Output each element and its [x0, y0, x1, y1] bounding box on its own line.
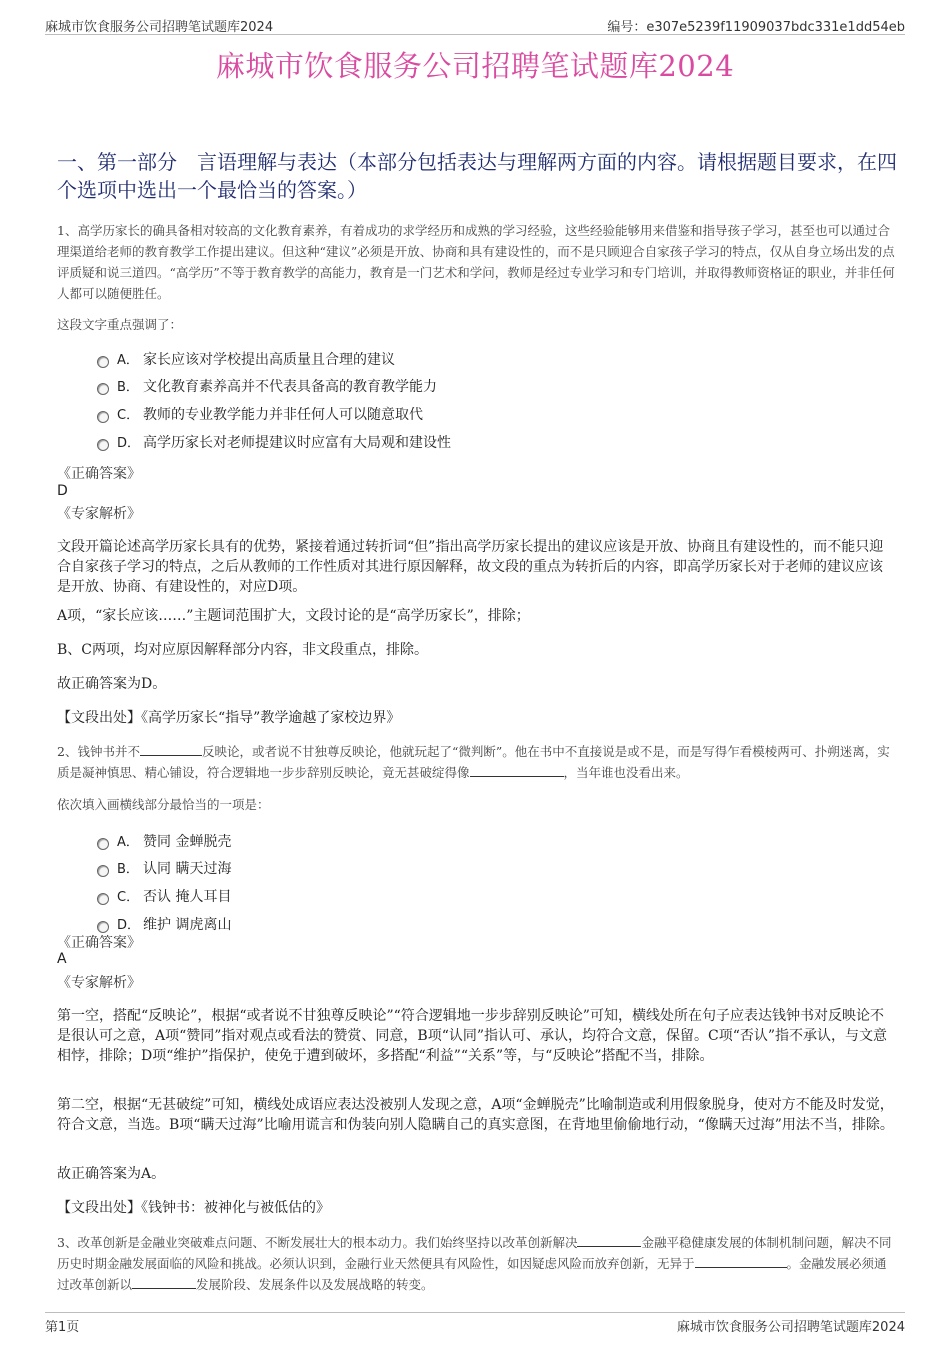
page-footer: [45, 1312, 905, 1333]
radio-icon[interactable]: [97, 865, 109, 877]
q1-analysis-para: A项，“家长应该……”主题词范围扩大，文段讨论的是“高学历家长”，排除；: [57, 608, 530, 624]
q2-answer: A: [57, 951, 67, 967]
q2-analysis-para: 故正确答案为A。: [57, 1166, 166, 1182]
q2-option-a[interactable]: A． 赞同 金蝉脱壳: [97, 832, 231, 852]
q2-analysis-para: 第一空，搭配“反映论”，根据“或者说不甘独尊反映论”“符合逻辑地一步步辞别反映论”可知，横线处所在句子应表达钱钟书对反映论不是很认可之意，A项“赞同”指对观点或看法的赞赏、同意，B项“认同”指认可、承认，均符合文意，保留。C项“否认”指不承认，与文意相悖，排除；D项“维护”指保护，使免于遭到破坏，多搭配“利益”“关系”等，与“反映论”搭配不当，排除。: [57, 1008, 888, 1064]
q1-option-b[interactable]: B． 文化教育素养高并不代表具备高的教育教学能力: [97, 377, 437, 397]
q1-analysis-para: 故正确答案为D。: [57, 676, 167, 692]
radio-icon[interactable]: [97, 356, 109, 368]
radio-icon[interactable]: [97, 411, 109, 423]
q2-option-c[interactable]: C． 否认 掩人耳目: [97, 887, 231, 907]
radio-icon[interactable]: [97, 383, 109, 395]
q1-option-a[interactable]: A． 家长应该对学校提出高质量且合理的建议: [97, 350, 395, 370]
fill-blank: [140, 743, 202, 756]
q2-prompt: 依次填入画横线部分最恰当的一项是：: [57, 797, 270, 812]
header-doc-title: 麻城市饮食服务公司招聘笔试题库2024: [45, 20, 274, 35]
q1-analysis-label: 《专家解析》: [57, 506, 141, 522]
page-header: [45, 14, 905, 35]
fill-blank: [695, 1255, 787, 1268]
q1-stem: 1、高学历家长的确具备相对较高的文化教育素养，有着成功的求学经历和成熟的学习经验，这些经验能够用来借鉴和指导孩子学习，甚至也可以通过合理渠道给老师的教育教学工作提出建议。但这种“建议”必须是开放、协商和具有建设性的，而不是只顾迎合自家孩子学习的特点，仅从自身立场出发的点评质疑和说三道四。“高学历”不等于教育教学的高能力，教育是一门艺术和学问，教师是经过专业学习和专门培训，并取得教师资格证的职业，并非任何人都可以随便胜任。: [57, 223, 895, 301]
page-title: 麻城市饮食服务公司招聘笔试题库2024: [215, 49, 735, 83]
fill-blank: [577, 1234, 641, 1247]
q2-answer-label: 《正确答案》: [57, 935, 141, 951]
section-heading: 一、第一部分 言语理解与表达（本部分包括表达与理解两方面的内容。请根据题目要求，在四个选项中选出一个最恰当的答案。）: [57, 150, 897, 202]
page-number: 第1页: [45, 1320, 80, 1335]
q2-option-d[interactable]: D． 维护 调虎离山: [97, 915, 231, 935]
q1-option-d[interactable]: D． 高学历家长对老师提建议时应富有大局观和建设性: [97, 433, 451, 453]
q1-prompt: 这段文字重点强调了：: [57, 317, 183, 332]
header-doc-id: 编号：e307e5239f11909037bdc331e1dd54eb: [607, 20, 905, 35]
q2-source: 【文段出处】《钱钟书：被神化与被低估的》: [57, 1200, 330, 1216]
q1-source: 【文段出处】《高学历家长“指导”教学逾越了家校边界》: [57, 710, 401, 726]
q1-answer-label: 《正确答案》: [57, 466, 141, 482]
footer-doc-title: 麻城市饮食服务公司招聘笔试题库2024: [676, 1320, 905, 1335]
fill-blank: [470, 764, 564, 777]
radio-icon[interactable]: [97, 838, 109, 850]
q1-answer: D: [57, 483, 68, 499]
q1-option-c[interactable]: C． 教师的专业教学能力并非任何人可以随意取代: [97, 405, 423, 425]
q1-analysis-para: B、C两项，均对应原因解释部分内容，非文段重点，排除。: [57, 642, 428, 658]
q2-analysis-para: 第二空，根据“无甚破绽”可知，横线处成语应表达没被别人发现之意，A项“金蝉脱壳”比喻制造或利用假象脱身，使对方不能及时发觉，符合文意，当选。B项“瞒天过海”比喻用谎言和伪装向别人隐瞒自己的真实意图，在背地里偷偷地行动，“像瞒天过海”用法不当，排除。: [57, 1097, 894, 1133]
q2-analysis-label: 《专家解析》: [57, 975, 141, 991]
fill-blank: [132, 1276, 196, 1289]
q3-stem: 3、改革创新是金融业突破难点问题、不断发展壮大的根本动力。我们始终坚持以改革创新解决 金融平稳健康发展的体制机制问题，解决不同历史时期金融发展面临的风险和挑战。必须认识到，金融行业天然便具有风险性，如因疑虑风险而放弃创新，无异于 。金融发展必须通过改革创新以 发展阶段、发展条件以及发展战略的转变。: [57, 1235, 892, 1292]
radio-icon[interactable]: [97, 439, 109, 451]
radio-icon[interactable]: [97, 893, 109, 905]
q2-option-b[interactable]: B． 认同 瞒天过海: [97, 859, 231, 879]
q2-stem: 2、钱钟书并不 反映论，或者说不甘独尊反映论，他就玩起了“微判断”。他在书中不直接说是或不是，而是写得乍看模棱两可、扑朔迷离，实质是凝神慎思、精心铺设，符合逻辑地一步步辞别反映论，竟无甚破绽得像 ，当年谁也没看出来。: [57, 744, 890, 780]
q1-analysis-para: 文段开篇论述高学历家长具有的优势，紧接着通过转折词“但”指出高学历家长提出的建议应该是开放、协商且有建设性的，而不能只迎合自家孩子学习的特点，之后从教师的工作性质对其进行原因解释，故文段的重点为转折后的内容，即高学历家长对于老师的建议应该是开放、协商、有建设性的，对应D项。: [57, 539, 884, 595]
